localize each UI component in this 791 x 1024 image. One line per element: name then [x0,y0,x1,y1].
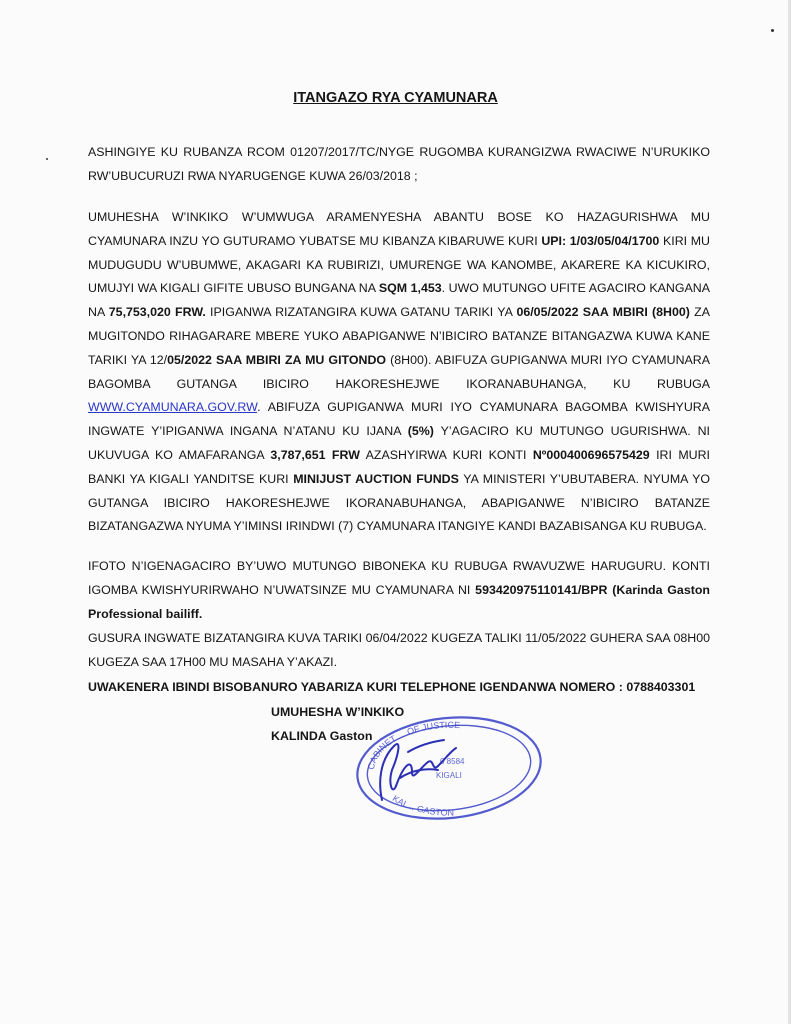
paragraph-case-reference: ASHINGIYE KU RUBANZA RCOM 01207/2017/TC/NYGE RUGOMBA KURANGIZWA RWACIWE N’URUKIKO RW’UBUCURUZI RWA NYARUGENGE KUWA 26/03/2018 ; [88,145,710,183]
official-stamp [352,712,547,824]
stamp-top-text: CABINET ... OF JUSTICE [365,719,461,771]
stamp-mid-text-1: 0 8584 [440,757,465,766]
scan-speck [46,158,48,160]
stamp-bottom-text: KAL... GASTON [390,793,455,818]
contact-line: UWAKENERA IBINDI BISOBANURO YABARIZA KURI TELEPHONE IGENDANWA NOMERO : 0788403301 [88,680,696,694]
signatory-name: KALINDA Gaston [271,729,373,743]
signatory-role: UMUHESHA W’INKIKO [271,705,405,719]
handwritten-signature [380,740,456,800]
paragraph-visit-schedule: GUSURA INGWATE BIZATANGIRA KUVA TARIKI 06/04/2022 KUGEZA TALIKI 11/05/2022 GUHERA SAA 08H00 KUGEZA SAA 17H00 MU MASAHA Y’AKAZI. [88,631,710,669]
paragraph-auction-details: UMUHESHA W’INKIKO W’UMWUGA ARAMENYESHA ABANTU BOSE KO HAZAGURISHWA MU CYAMUNARA INZU YO GUTURAMO YUBATSE MU KIBANZA KIBARUWE KURI UPI: 1/03/05/04/1700 KIRI MU MUDUGUDU W’UBUMWE, AKAGARI KA RUBIRIZI, UMURENGE WA KANOMBE, AKARERE KA KICUKIRO, UMUJYI WA KIGALI GIFITE UBUSO BUNGANA NA SQM 1,453. UWO MUTUNGO UFITE AGACIRO KANGANA NA 75,753,020 FRW. IPIGANWA RIZATANGIRA KUWA GATANU TARIKI YA 06/05/2022 SAA MBIRI (8H00) ZA MUGITONDO RIHAGARARE MBERE YUKO ABAPIGANWE N’IBICIRO BATANZE BITANGAZWA KUWA KANE TARIKI YA 12/05/2022 SAA MBIRI ZA MU GITONDO (8H00). ABIFUZA GUPIGANWA MURI IYO CYAMUNARA BAGOMBA GUTANGA IBICIRO HAKORESHEJWE IKORANABUHANGA, KU RUBUGA WWW.CYAMUNARA.GOV.RW. ABIFUZA GUPIGANWA MURI IYO CYAMUNARA BAGOMBA KWISHYURA INGWATE Y’IPIGANWA INGANA N’ATANU KU IJANA (5%) Y’AGACIRO KU MUTUNGO UGURISHWA. NI UKUVUGA KO AMAFARANGA 3,787,651 FRW AZASHYIRWA KURI KONTI Nº000400696575429 IRI MURI BANKI YA KIGALI YANDITSE KURI MINIJUST AUCTION FUNDS YA MINISTERI Y’UBUTABERA. NYUMA YO GUTANGA IBICIRO HAKORESHEJWE IKORANABUHANGA, ABAPIGANWE N’IBICIRO BATANZE BIZATANGAZWA NYUMA Y’IMINSI IRINDWI (7) CYAMUNARA ITANGIYE KANDI BAZABISANGA KU RUBUGA. [88,210,711,534]
document-title: ITANGAZO RYA CYAMUNARA [293,90,498,106]
paragraph-photo-account: IFOTO N’IGENAGACIRO BY’UWO MUTUNGO BIBONEKA KU RUBUGA RWAVUZWE HARUGURU. KONTI IGOMBA KWISHYURIRWAHO N’UWATSINZE MU CYAMUNARA NI 593420975110141/BPR (Karinda Gaston Professional bailiff. [88,559,710,621]
scan-speck [771,29,774,32]
website-link[interactable]: WWW.CYAMUNARA.GOV.RW [88,400,258,415]
stamp-mid-text-2: KIGALI [436,771,462,780]
